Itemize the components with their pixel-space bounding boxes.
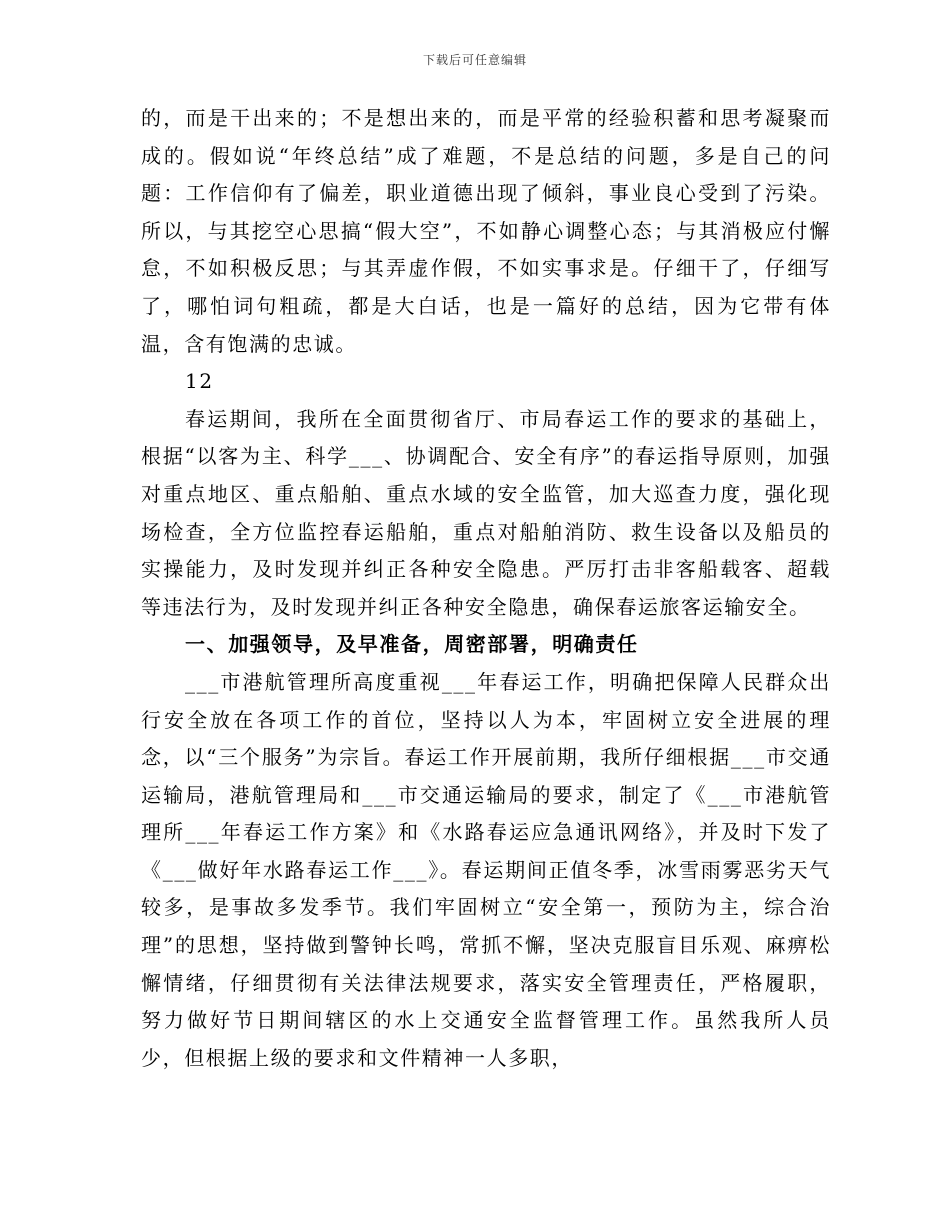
section-number: 12 [185,369,214,394]
page-header-note: 下载后可任意编辑 [422,53,527,67]
section-paragraph: ___市港航管理所高度重视___年春运工作，明确把保障人民群众出行安全放在各项工作的首位，坚持以人为本，牢固树立安全进展的理念，以“三个服务”为宗旨。春运工作开展前期，我所仔细根据___市交通运输局，港航管理局和___市交通运输局的要求，制定了《___市港航管理所___年春运工作方案》和《水路春运应急通讯网络》，并及时下发了《___做好年水路春运工作___》。春运期间正值冬季，冰雪雨雾恶劣天气较多，是事故多发季节。我们牢固树立“安全第一，预防为主，综合治理”的思想，坚持做到警钟长鸣，常抓不懈，坚决克服盲目乐观、麻痹松懈情绪，仔细贯彻有关法律法规要求，落实安全管理责任，严格履职，努力做好节日期间辖区的水上交通安全监督管理工作。虽然我所人员少，但根据上级的要求和文件精神一人多职， [141,669,831,1070]
section-heading: 一、加强领导，及早准备，周密部署，明确责任 [185,632,639,657]
document-body [141,100,831,1077]
continued-paragraph: 的，而是干出来的；不是想出来的，而是平常的经验积蓄和思考凝聚而成的。假如说“年终总结”成了难题，不是总结的问题，多是自己的问题：工作信仰有了偏差，职业道德出现了倾斜，事业良心受到了污染。所以，与其挖空心思搞“假大空”，不如静心调整心态；与其消极应付懈怠，不如积极反思；与其弄虚作假，不如实事求是。仔细干了，仔细写了，哪怕词句粗疏，都是大白话，也是一篇好的总结，因为它带有体温，含有饱满的忠诚。 [141,106,831,356]
intro-paragraph: 春运期间，我所在全面贯彻省厅、市局春运工作的要求的基础上，根据“以客为主、科学___、协调配合、安全有序”的春运指导原则，加强对重点地区、重点船舶、重点水域的安全监管，加大巡查力度，强化现场检查，全方位监控春运船舶，重点对船舶消防、救生设备以及船员的实操能力，及时发现并纠正各种安全隐患。严厉打击非客船载客、超载等违法行为，及时发现并纠正各种安全隐患，确保春运旅客运输安全。 [141,406,831,619]
